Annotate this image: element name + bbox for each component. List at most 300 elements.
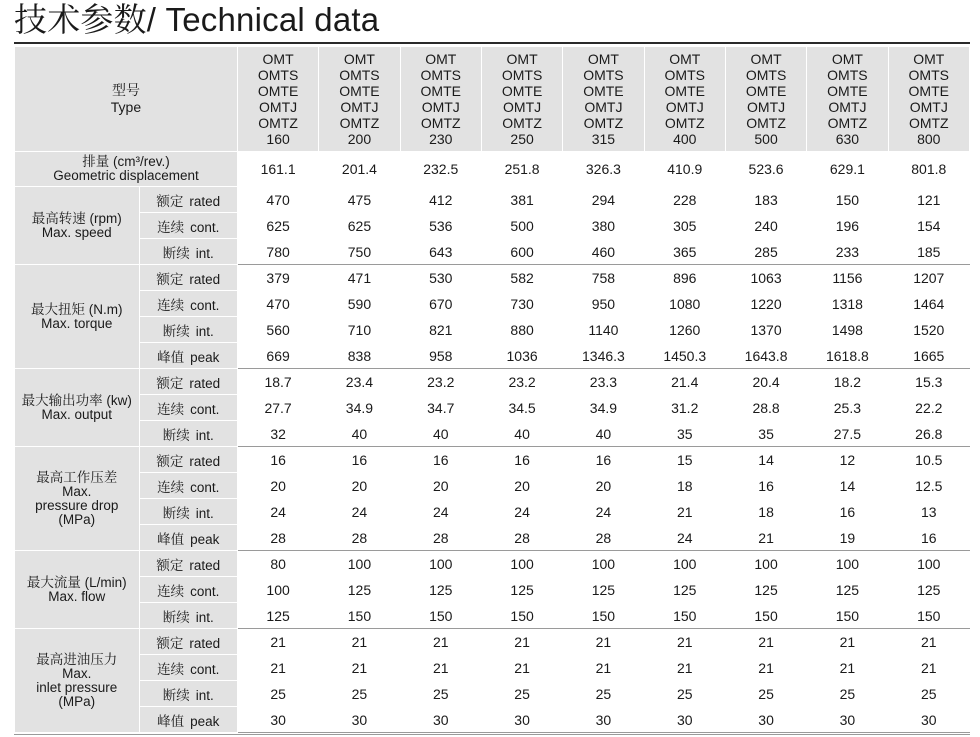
table-cell: 21 [807,629,888,655]
table-row [15,187,970,213]
table-cell: 710 [319,317,400,343]
table-cell: 21 [644,655,725,681]
condition-label-cn: 额定 [156,193,184,209]
category-label-cn: 最大扭矩 (N.m) [31,301,123,317]
model-size: 630 [835,131,860,147]
table-cell: 25 [481,681,562,707]
table-cell: 30 [644,707,725,733]
table-cell: 150 [807,187,888,213]
table-cell: 24 [481,499,562,525]
category-label [15,629,140,733]
condition-label [139,213,237,239]
condition-label-en: rated [189,271,221,287]
table-cell: 27.7 [237,395,318,421]
table-cell: 20 [400,473,481,499]
condition-label-cn: 连续 [157,401,185,417]
table-cell: 475 [319,187,400,213]
table-cell: 35 [644,421,725,447]
table-cell: 100 [888,551,969,577]
condition-label-cn: 峰值 [157,713,185,729]
table-cell: 34.9 [319,395,400,421]
table-row [15,473,970,499]
condition-label-en: rated [189,557,221,573]
table-cell: 460 [563,239,644,265]
model-header-500 [725,47,806,152]
model-header-800 [888,47,969,152]
condition-label [139,473,237,499]
table-cell: 14 [807,473,888,499]
table-cell: 28 [481,525,562,551]
model-prefix: OMTE [664,83,705,99]
table-cell: 125 [807,577,888,603]
model-size: 400 [673,131,697,147]
table-cell: 40 [400,421,481,447]
condition-label-cn: 额定 [156,271,184,287]
table-cell: 125 [644,577,725,603]
table-cell: 26.8 [888,421,969,447]
table-cell: 28 [237,525,318,551]
model-prefix: OMTE [339,83,380,99]
table-cell: 1498 [807,317,888,343]
table-cell: 896 [644,265,725,291]
model-prefix: OMTS [827,67,868,83]
category-label [15,447,140,551]
table-cell: 24 [563,499,644,525]
model-prefix: OMTS [501,67,543,83]
table-cell: 958 [400,343,481,369]
table-cell: 150 [725,603,806,629]
model-prefix: OMT [913,51,945,67]
condition-label-en: int. [195,505,214,521]
condition-label-en: int. [195,323,214,339]
model-prefix: OMTS [908,67,949,83]
table-cell: 730 [481,291,562,317]
model-prefix: OMTS [420,67,461,83]
table-cell: 381 [481,187,562,213]
table-cell: 1370 [725,317,806,343]
table-cell: 470 [237,291,318,317]
table-cell: 125 [481,577,562,603]
model-prefix: OMTZ [908,115,949,131]
table-cell: 100 [481,551,562,577]
model-prefix: OMTZ [339,115,380,131]
model-prefix: OMTS [745,67,787,83]
condition-label-en: rated [189,635,221,651]
condition-label [139,343,237,369]
table-row [15,317,970,343]
table-cell: 412 [400,187,481,213]
category-label-cn: 最高工作压差 [36,469,118,485]
condition-label-en: rated [189,453,221,469]
category-label [15,551,140,629]
table-cell: 100 [400,551,481,577]
table-cell: 150 [319,603,400,629]
table-cell: 285 [725,239,806,265]
table-cell: 1036 [481,343,562,369]
table-cell: 125 [563,577,644,603]
table-row [15,499,970,525]
technical-data-table [14,46,970,733]
model-size: 250 [510,131,534,147]
condition-label-en: rated [189,193,221,209]
table-cell: 28 [319,525,400,551]
condition-label-cn: 断续 [162,245,190,261]
model-prefix: OMTZ [502,115,542,131]
condition-label-cn: 额定 [156,557,184,573]
table-cell: 625 [237,213,318,239]
table-cell: 24 [237,499,318,525]
table-cell: 22.2 [888,395,969,421]
model-prefix: OMTJ [421,99,460,115]
model-header-315 [563,47,644,152]
condition-label-en: int. [195,427,214,443]
table-row [15,213,970,239]
condition-label [139,395,237,421]
condition-label-en: peak [190,349,220,365]
table-cell: 643 [400,239,481,265]
table-cell: 821 [400,317,481,343]
model-header-160 [237,47,318,152]
table-cell: 21 [644,629,725,655]
condition-label-en: cont. [190,661,220,677]
condition-label [139,681,237,707]
table-cell: 1140 [563,317,644,343]
table-cell: 21 [400,629,481,655]
table-cell: 30 [400,707,481,733]
model-prefix: OMT [831,51,863,67]
condition-label [139,317,237,343]
table-cell: 32 [237,421,318,447]
table-cell: 18 [725,499,806,525]
table-cell: 950 [563,291,644,317]
model-prefix: OMTE [420,83,461,99]
table-cell: 34.9 [563,395,644,421]
table-cell: 12 [807,447,888,473]
category-label-en: Max. pressure drop (MPa) [35,483,119,527]
table-cell: 30 [319,707,400,733]
table-cell: 16 [319,447,400,473]
table-cell: 30 [481,707,562,733]
table-cell: 100 [807,551,888,577]
displacement-label-cn: 排量 (cm³/rev.) [82,154,170,169]
table-cell: 25 [807,681,888,707]
table-cell: 21 [563,655,644,681]
table-cell: 470 [237,187,318,213]
table-cell: 196 [807,213,888,239]
model-prefix: OMTE [583,83,624,99]
category-label-en: Max. inlet pressure (MPa) [36,665,118,709]
table-cell: 150 [563,603,644,629]
condition-label-cn: 连续 [157,661,185,677]
table-cell: 25 [725,681,806,707]
table-cell: 590 [319,291,400,317]
table-cell: 25 [644,681,725,707]
table-row [15,265,970,291]
category-label-cn: 最高进油压力 [36,651,118,667]
table-cell: 20 [319,473,400,499]
table-cell: 23.2 [400,369,481,395]
model-size: 800 [917,131,941,147]
table-cell: 380 [563,213,644,239]
table-cell: 14 [725,447,806,473]
table-cell: 34.7 [400,395,481,421]
table-cell: 1063 [725,265,806,291]
model-size: 230 [429,131,453,147]
table-cell: 536 [400,213,481,239]
model-prefix: OMTJ [665,99,704,115]
table-cell: 1080 [644,291,725,317]
model-size: 315 [591,131,616,147]
table-cell: 1156 [807,265,888,291]
table-cell: 24 [644,525,725,551]
table-cell: 25 [319,681,400,707]
table-cell: 24 [319,499,400,525]
table-cell: 669 [237,343,318,369]
table-cell: 25.3 [807,395,888,421]
table-cell: 150 [481,603,562,629]
table-row [15,681,970,707]
displacement-value: 801.8 [888,152,969,187]
table-cell: 1520 [888,317,969,343]
displacement-value: 201.4 [319,152,400,187]
condition-label-cn: 断续 [162,505,190,521]
table-cell: 1318 [807,291,888,317]
condition-label [139,239,237,265]
table-row [15,421,970,447]
table-cell: 40 [563,421,644,447]
table-row [15,707,970,733]
table-cell: 30 [725,707,806,733]
table-cell: 31.2 [644,395,725,421]
displacement-value: 251.8 [481,152,562,187]
table-cell: 15.3 [888,369,969,395]
table-cell: 34.5 [481,395,562,421]
model-prefix: OMTS [257,67,299,83]
table-cell: 100 [563,551,644,577]
table-cell: 80 [237,551,318,577]
displacement-label [15,152,238,187]
table-cell: 582 [481,265,562,291]
condition-label-cn: 连续 [157,583,185,599]
condition-label-en: int. [195,687,214,703]
category-label-en: Max. flow [48,588,106,604]
table-cell: 121 [888,187,969,213]
table-cell: 18.7 [237,369,318,395]
model-prefix: OMTZ [583,115,624,131]
model-prefix: OMTS [664,67,705,83]
model-prefix: OMTE [827,83,868,99]
type-label-en: Type [110,99,142,115]
model-prefix: OMTJ [747,99,786,115]
condition-label-en: cont. [190,583,220,599]
table-cell: 125 [400,577,481,603]
table-cell: 25 [400,681,481,707]
table-cell: 21 [237,655,318,681]
table-cell: 100 [237,577,318,603]
table-cell: 21 [644,499,725,525]
table-cell: 40 [481,421,562,447]
table-cell: 16 [563,447,644,473]
table-row [15,577,970,603]
condition-label-cn: 峰值 [157,531,185,547]
table-cell: 21 [237,629,318,655]
condition-label-en: int. [195,245,214,261]
table-cell: 28 [563,525,644,551]
model-prefix: OMTJ [909,99,948,115]
table-cell: 25 [888,681,969,707]
table-cell: 18.2 [807,369,888,395]
table-cell: 23.2 [481,369,562,395]
table-cell: 154 [888,213,969,239]
model-prefix: OMTE [501,83,543,99]
table-cell: 758 [563,265,644,291]
model-prefix: OMT [506,51,538,67]
category-label-cn: 最大流量 (L/min) [26,574,127,590]
category-label [15,265,140,369]
table-cell: 18 [644,473,725,499]
table-cell: 1464 [888,291,969,317]
table-cell: 365 [644,239,725,265]
page-title: 技术参数/ Technical data [14,1,380,38]
table-cell: 25 [563,681,644,707]
table-cell: 625 [319,213,400,239]
condition-label-en: cont. [190,297,220,313]
condition-label-cn: 断续 [162,609,190,625]
model-prefix: OMTJ [828,99,867,115]
table-row [15,291,970,317]
table-body [15,152,970,733]
displacement-value: 326.3 [563,152,644,187]
table-cell: 30 [888,707,969,733]
condition-label [139,447,237,473]
table-row [15,603,970,629]
table-cell: 305 [644,213,725,239]
table-row [15,369,970,395]
table-cell: 500 [481,213,562,239]
model-prefix: OMT [262,51,294,67]
table-cell: 471 [319,265,400,291]
table-cell: 228 [644,187,725,213]
table-row [15,239,970,265]
table-cell: 1207 [888,265,969,291]
table-cell: 21 [563,629,644,655]
table-cell: 16 [725,473,806,499]
table-cell: 21 [807,655,888,681]
table-cell: 28.8 [725,395,806,421]
model-prefix: OMTJ [503,99,542,115]
model-size: 500 [754,131,778,147]
table-cell: 16 [237,447,318,473]
table-cell: 185 [888,239,969,265]
table-cell: 125 [725,577,806,603]
table-cell: 30 [563,707,644,733]
table-cell: 150 [644,603,725,629]
table-cell: 21 [888,655,969,681]
table-cell: 21 [481,655,562,681]
table-cell: 20.4 [725,369,806,395]
condition-label-cn: 额定 [156,453,184,469]
table-cell: 21.4 [644,369,725,395]
model-prefix: OMTJ [340,99,379,115]
table-cell: 21 [725,525,806,551]
category-label-cn: 最大输出功率 (kw) [21,392,132,408]
category-label-en: Max. speed [41,224,112,240]
model-prefix: OMTZ [420,115,461,131]
displacement-label-en: Geometric displacement [53,168,199,183]
table-cell: 23.3 [563,369,644,395]
condition-label [139,265,237,291]
model-size: 200 [347,131,372,147]
table-cell: 530 [400,265,481,291]
condition-label-cn: 断续 [162,687,190,703]
table-cell: 21 [400,655,481,681]
condition-label-cn: 断续 [162,323,190,339]
condition-label-en: peak [190,531,220,547]
table-cell: 13 [888,499,969,525]
table-cell: 35 [725,421,806,447]
condition-label [139,707,237,733]
model-prefix: OMT [425,51,457,67]
table-row [15,655,970,681]
table-cell: 150 [400,603,481,629]
table-cell: 100 [644,551,725,577]
table-cell: 125 [237,603,318,629]
type-header [15,47,238,152]
table-cell: 20 [481,473,562,499]
table-cell: 780 [237,239,318,265]
table-cell: 1450.3 [644,343,725,369]
condition-label-en: cont. [190,219,220,235]
model-header-200 [319,47,400,152]
table-cell: 16 [807,499,888,525]
condition-label [139,629,237,655]
condition-label-cn: 连续 [157,479,185,495]
model-prefix: OMTZ [258,115,298,131]
table-row [15,447,970,473]
condition-label-en: int. [195,609,214,625]
model-header-400 [644,47,725,152]
table-cell: 30 [807,707,888,733]
table-cell: 16 [400,447,481,473]
table-cell: 16 [481,447,562,473]
table-cell: 15 [644,447,725,473]
condition-label [139,421,237,447]
table-cell: 240 [725,213,806,239]
condition-label [139,551,237,577]
model-header-230 [400,47,481,152]
table-cell: 21 [481,629,562,655]
condition-label-cn: 连续 [157,297,185,313]
header-row [15,47,970,152]
table-cell: 1346.3 [563,343,644,369]
model-prefix: OMT [669,51,701,67]
model-prefix: OMT [587,51,619,67]
table-cell: 1260 [644,317,725,343]
table-cell: 28 [400,525,481,551]
model-prefix: OMT [343,51,375,67]
category-label [15,369,140,447]
table-row [15,343,970,369]
table-cell: 21 [725,629,806,655]
table-cell: 294 [563,187,644,213]
condition-label-cn: 峰值 [157,349,185,365]
table-cell: 23.4 [319,369,400,395]
displacement-row [15,152,970,187]
table-cell: 100 [725,551,806,577]
displacement-value: 410.9 [644,152,725,187]
model-prefix: OMTS [339,67,380,83]
title-divider [14,42,970,44]
